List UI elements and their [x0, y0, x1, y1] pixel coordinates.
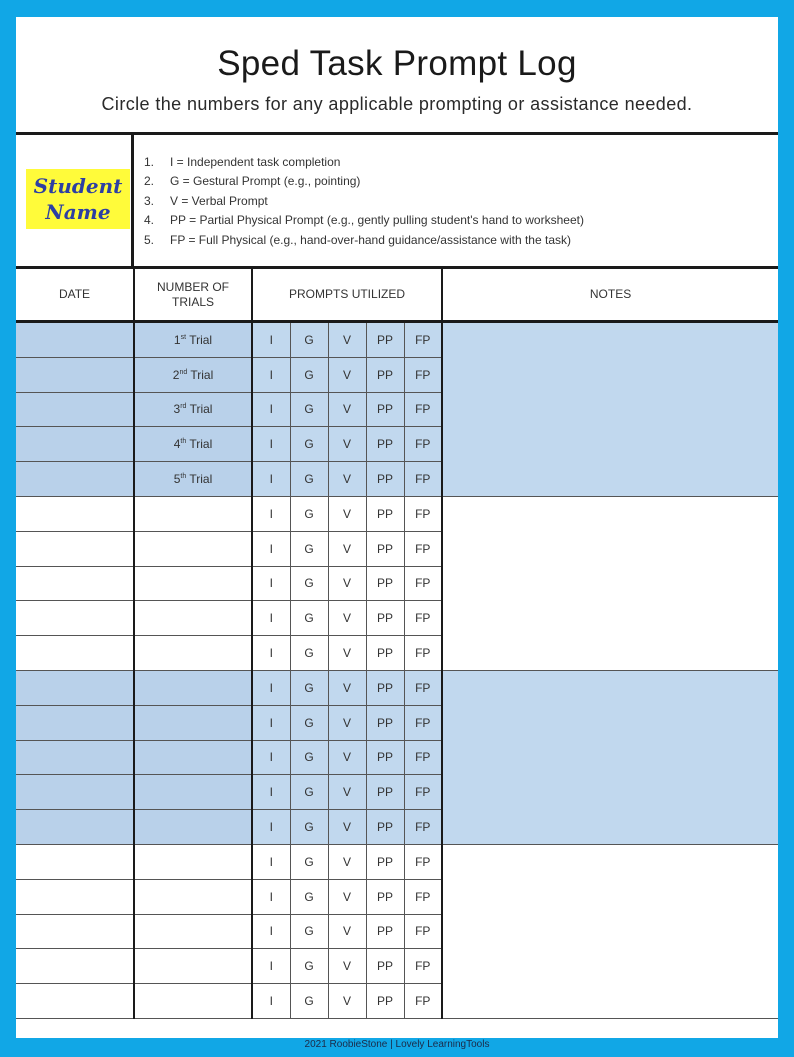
date-cell[interactable]: [16, 670, 134, 705]
student-name-line1: Student: [33, 174, 123, 198]
trial-cell: [134, 531, 252, 566]
prompt-option[interactable]: G: [290, 392, 328, 427]
prompt-option[interactable]: V: [328, 322, 366, 358]
prompt-option[interactable]: G: [290, 427, 328, 462]
prompt-option[interactable]: V: [328, 705, 366, 740]
prompt-option[interactable]: V: [328, 427, 366, 462]
prompt-option[interactable]: PP: [366, 462, 404, 497]
prompt-option[interactable]: G: [290, 914, 328, 949]
table-row: [16, 496, 778, 531]
prompt-option[interactable]: FP: [404, 984, 442, 1019]
prompt-option[interactable]: PP: [366, 705, 404, 740]
prompt-option[interactable]: PP: [366, 810, 404, 845]
student-name-line2: Name: [45, 200, 111, 224]
prompt-option[interactable]: FP: [404, 705, 442, 740]
notes-cell[interactable]: [442, 670, 778, 844]
date-cell[interactable]: [16, 357, 134, 392]
prompt-option[interactable]: G: [290, 670, 328, 705]
trial-cell: [134, 984, 252, 1019]
prompt-option[interactable]: PP: [366, 949, 404, 984]
page-title: Sped Task Prompt Log: [217, 44, 577, 83]
prompt-option[interactable]: FP: [404, 392, 442, 427]
prompt-option[interactable]: V: [328, 670, 366, 705]
prompt-option[interactable]: G: [290, 844, 328, 879]
prompt-option[interactable]: G: [290, 566, 328, 601]
prompt-option[interactable]: V: [328, 775, 366, 810]
prompt-option[interactable]: V: [328, 984, 366, 1019]
date-cell[interactable]: [16, 462, 134, 497]
trial-cell: [134, 879, 252, 914]
prompt-option[interactable]: V: [328, 357, 366, 392]
legend-item: 2. G = Gestural Prompt (e.g., pointing): [144, 174, 361, 189]
trial-cell: 1st Trial: [134, 322, 252, 358]
prompt-option[interactable]: G: [290, 810, 328, 845]
prompt-option[interactable]: FP: [404, 357, 442, 392]
prompt-option[interactable]: V: [328, 810, 366, 845]
prompt-option[interactable]: FP: [404, 775, 442, 810]
prompt-option[interactable]: FP: [404, 496, 442, 531]
table-row: [16, 844, 778, 879]
prompt-option[interactable]: V: [328, 914, 366, 949]
prompt-legend: [144, 153, 584, 250]
trial-cell: [134, 601, 252, 636]
student-name-label: [26, 169, 130, 229]
date-cell[interactable]: [16, 636, 134, 671]
prompt-option[interactable]: FP: [404, 636, 442, 671]
date-cell[interactable]: [16, 844, 134, 879]
trial-cell: [134, 740, 252, 775]
date-cell[interactable]: [16, 775, 134, 810]
prompt-option[interactable]: V: [328, 844, 366, 879]
column-header-notes: NOTES: [442, 269, 778, 322]
worksheet-page: [16, 17, 778, 1038]
prompt-option[interactable]: I: [252, 844, 290, 879]
prompt-option[interactable]: FP: [404, 740, 442, 775]
date-cell[interactable]: [16, 984, 134, 1019]
prompt-option[interactable]: I: [252, 322, 290, 358]
prompt-option[interactable]: G: [290, 496, 328, 531]
prompt-option[interactable]: I: [252, 392, 290, 427]
prompt-option[interactable]: V: [328, 392, 366, 427]
log-body: [16, 322, 778, 1019]
prompt-option[interactable]: I: [252, 775, 290, 810]
trial-cell: 4th Trial: [134, 427, 252, 462]
date-cell[interactable]: [16, 705, 134, 740]
date-cell[interactable]: [16, 949, 134, 984]
page-subtitle: Circle the numbers for any applicable prompting or assistance needed.: [101, 94, 693, 114]
prompt-option[interactable]: PP: [366, 636, 404, 671]
prompt-option[interactable]: I: [252, 531, 290, 566]
prompt-option[interactable]: PP: [366, 984, 404, 1019]
prompt-option[interactable]: V: [328, 601, 366, 636]
prompt-option[interactable]: FP: [404, 879, 442, 914]
prompt-option[interactable]: G: [290, 531, 328, 566]
prompt-option[interactable]: PP: [366, 914, 404, 949]
prompt-option[interactable]: PP: [366, 879, 404, 914]
prompt-option[interactable]: FP: [404, 810, 442, 845]
table-row: [16, 322, 778, 358]
prompt-option[interactable]: G: [290, 984, 328, 1019]
prompt-option[interactable]: I: [252, 357, 290, 392]
prompt-option[interactable]: I: [252, 740, 290, 775]
date-cell[interactable]: [16, 914, 134, 949]
prompt-option[interactable]: V: [328, 496, 366, 531]
date-cell[interactable]: [16, 531, 134, 566]
prompt-option[interactable]: V: [328, 949, 366, 984]
prompt-option[interactable]: G: [290, 322, 328, 358]
trial-cell: [134, 914, 252, 949]
prompt-option[interactable]: FP: [404, 531, 442, 566]
prompt-option[interactable]: I: [252, 949, 290, 984]
legend-item: 5. FP = Full Physical (e.g., hand-over-hand guidance/assistance with the task): [144, 232, 571, 247]
legend-item: 4. PP = Partial Physical Prompt (e.g., gently pulling student's hand to worksheet): [144, 213, 584, 228]
prompt-option[interactable]: PP: [366, 357, 404, 392]
prompt-option[interactable]: I: [252, 705, 290, 740]
notes-cell[interactable]: [442, 844, 778, 1018]
prompt-option[interactable]: I: [252, 914, 290, 949]
prompt-option[interactable]: PP: [366, 775, 404, 810]
prompt-option[interactable]: I: [252, 670, 290, 705]
info-row: [16, 135, 778, 269]
table-row: [16, 670, 778, 705]
column-header-prompts: PROMPTS UTILIZED: [252, 269, 442, 322]
prompt-option[interactable]: PP: [366, 670, 404, 705]
trial-cell: [134, 670, 252, 705]
trial-cell: [134, 566, 252, 601]
prompt-option[interactable]: I: [252, 636, 290, 671]
trial-cell: [134, 775, 252, 810]
prompt-option[interactable]: I: [252, 984, 290, 1019]
prompt-option[interactable]: PP: [366, 531, 404, 566]
prompt-option[interactable]: PP: [366, 427, 404, 462]
worksheet-header: [16, 17, 778, 135]
prompt-option[interactable]: PP: [366, 844, 404, 879]
prompt-option[interactable]: PP: [366, 601, 404, 636]
trial-cell: 2nd Trial: [134, 357, 252, 392]
prompt-option[interactable]: FP: [404, 427, 442, 462]
column-header-trials: NUMBER OF TRIALS: [134, 269, 252, 322]
prompt-option[interactable]: PP: [366, 322, 404, 358]
trial-cell: [134, 496, 252, 531]
prompt-option[interactable]: I: [252, 879, 290, 914]
prompt-option[interactable]: I: [252, 810, 290, 845]
trial-cell: 3rd Trial: [134, 392, 252, 427]
prompt-option[interactable]: G: [290, 462, 328, 497]
prompt-option[interactable]: FP: [404, 322, 442, 358]
date-cell[interactable]: [16, 566, 134, 601]
prompt-option[interactable]: FP: [404, 566, 442, 601]
prompt-option[interactable]: V: [328, 462, 366, 497]
trial-cell: [134, 705, 252, 740]
prompt-option[interactable]: FP: [404, 914, 442, 949]
legend-item: 1. I = Independent task completion: [144, 155, 341, 169]
student-name-cell: [16, 135, 134, 266]
prompt-option[interactable]: V: [328, 531, 366, 566]
prompt-option[interactable]: G: [290, 357, 328, 392]
prompt-option[interactable]: I: [252, 462, 290, 497]
notes-cell[interactable]: [442, 496, 778, 670]
prompt-option[interactable]: PP: [366, 740, 404, 775]
prompt-option[interactable]: FP: [404, 601, 442, 636]
prompt-option[interactable]: G: [290, 705, 328, 740]
prompt-option[interactable]: G: [290, 740, 328, 775]
prompt-option[interactable]: G: [290, 601, 328, 636]
date-cell[interactable]: [16, 810, 134, 845]
prompt-option[interactable]: G: [290, 949, 328, 984]
prompt-option[interactable]: FP: [404, 844, 442, 879]
prompt-option[interactable]: FP: [404, 670, 442, 705]
prompt-option[interactable]: G: [290, 879, 328, 914]
prompt-option[interactable]: FP: [404, 462, 442, 497]
date-cell[interactable]: [16, 427, 134, 462]
trial-cell: [134, 636, 252, 671]
date-cell[interactable]: [16, 392, 134, 427]
date-cell[interactable]: [16, 740, 134, 775]
prompt-option[interactable]: G: [290, 775, 328, 810]
date-cell[interactable]: [16, 322, 134, 358]
date-cell[interactable]: [16, 601, 134, 636]
prompt-option[interactable]: I: [252, 566, 290, 601]
prompt-option[interactable]: G: [290, 636, 328, 671]
legend-item: 3. V = Verbal Prompt: [144, 193, 268, 208]
trial-cell: [134, 844, 252, 879]
date-cell[interactable]: [16, 496, 134, 531]
column-header-date: DATE: [16, 269, 134, 322]
prompt-log-table: [16, 269, 778, 1019]
prompt-option[interactable]: I: [252, 601, 290, 636]
prompt-option[interactable]: I: [252, 427, 290, 462]
prompt-option[interactable]: V: [328, 740, 366, 775]
prompt-option[interactable]: V: [328, 636, 366, 671]
prompt-option[interactable]: PP: [366, 496, 404, 531]
copyright-footer: 2021 RoobieStone | Lovely LearningTools: [304, 1039, 490, 1050]
prompt-option[interactable]: PP: [366, 392, 404, 427]
prompt-option[interactable]: I: [252, 496, 290, 531]
prompt-option[interactable]: FP: [404, 949, 442, 984]
date-cell[interactable]: [16, 879, 134, 914]
trial-cell: [134, 949, 252, 984]
prompt-option[interactable]: PP: [366, 566, 404, 601]
trial-cell: [134, 810, 252, 845]
notes-cell[interactable]: [442, 322, 778, 497]
prompt-option[interactable]: V: [328, 566, 366, 601]
trial-cell: 5th Trial: [134, 462, 252, 497]
prompt-option[interactable]: V: [328, 879, 366, 914]
